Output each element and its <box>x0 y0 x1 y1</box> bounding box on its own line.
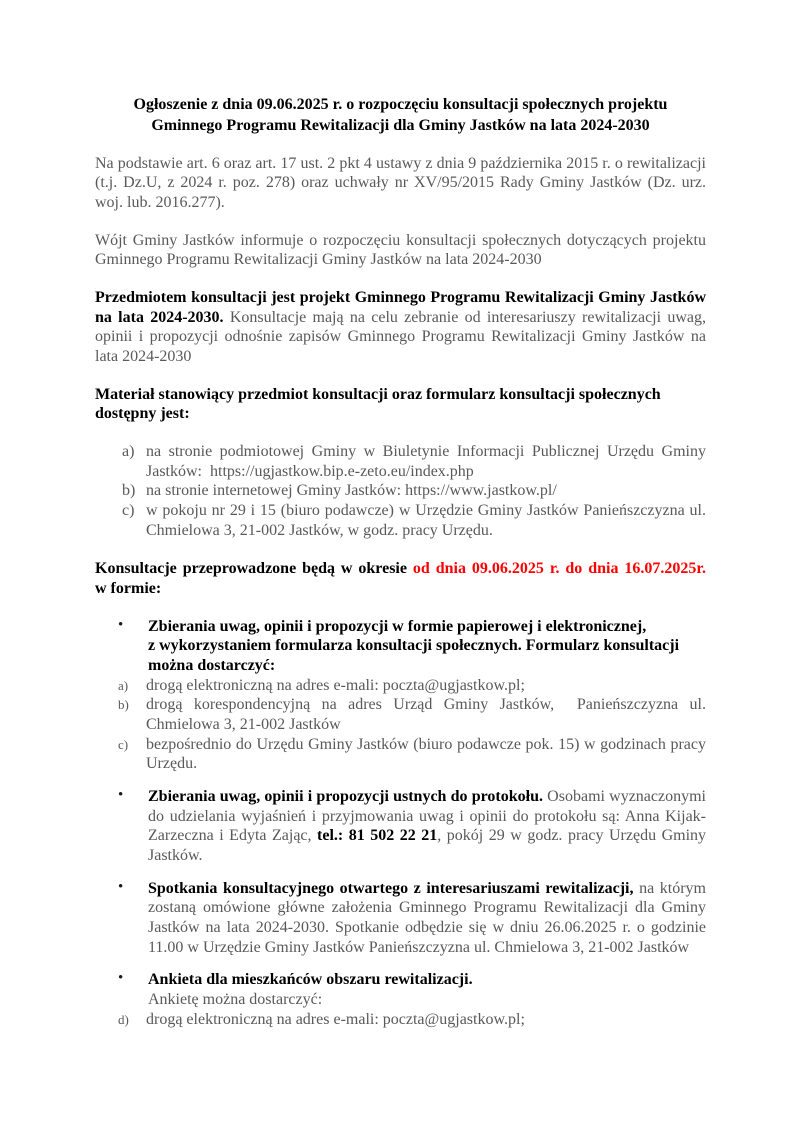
protocol-normal-mid: Osobami wyznaczonymi do udzielania wyjaśnień i przyjmowania uwag i opinii do protokołu są: Anna Kijak-Zarzeczna i Edyta Zając, <box>148 788 706 845</box>
document-title <box>95 95 706 137</box>
paragraph-announcement: Wójt Gminy Jastków informuje o rozpoczęciu konsultacji społecznych dotyczących projektu Gminnego Programu Rewitalizacji Gminy Jastków na lata 2024-2030 <box>95 231 706 269</box>
bullet-paper-line1: Zbierania uwag, opinii i propozycji w formie papierowej i elektronicznej, <box>148 617 647 635</box>
document-title-line1: Ogłoszenie z dnia 09.06.2025 r. o rozpoczęciu konsultacji społecznych projektu <box>133 96 668 113</box>
subject-normal-text: Konsultacje mają na celu zebranie od interesariuszy rewitalizacji uwag, opinii i propozycji odnośnie zapisów Gminnego Programu Rewitalizacji Gminy Jastków na lata 2024-2030 <box>95 308 707 365</box>
material-list <box>95 442 710 540</box>
paragraph-legal-basis: Na podstawie art. 6 oraz art. 17 ust. 2 pkt 4 ustawy z dnia 9 października 2015 r. o rewitalizacji (t.j. Dz.U, z 2024 r. poz. 278) oraz uchwały nr XV/95/2015 Rady Gminy Jastków (Dz. urz. woj. lub. 2016.277). <box>95 154 706 211</box>
list-marker: a) <box>122 442 135 460</box>
protocol-bold-lead: Zbierania uwag, opinii i propozycji ustnych do protokołu. <box>148 788 543 806</box>
bullet-paper-electronic <box>95 617 706 676</box>
list-item <box>95 676 706 696</box>
survey-delivery-sublist <box>95 1010 706 1030</box>
list-marker: a) <box>118 677 129 693</box>
subject-bold-text: Przedmiotem konsultacji jest projekt Gminnego Programu Rewitalizacji Gminy Jastków na lata 2024-2030. <box>95 288 706 326</box>
list-item-text: na stronie internetowej Gminy Jastków: https://www.jastkow.pl/ <box>146 482 557 500</box>
paragraph-consultation-period <box>95 559 706 598</box>
meeting-bold-lead: Spotkania konsultacyjnego otwartego z interesariuszami rewitalizacji, <box>148 879 634 897</box>
list-item <box>95 442 710 481</box>
period-line1 <box>95 559 706 579</box>
survey-bold-lead: Ankieta dla mieszkańców obszaru rewitalizacji. <box>148 971 473 989</box>
protocol-normal-tail: , pokój 29 w godz. pracy Urzędu Gminy Jastków. <box>148 827 707 865</box>
list-marker: b) <box>122 482 136 500</box>
list-item-text: bezpośrednio do Urzędu Gminy Jastków (biuro podawcze pok. 15) w godzinach pracy Urzędu. <box>146 735 710 773</box>
survey-normal-line: Ankietę można dostarczyć: <box>148 991 323 1009</box>
bullet-oral-protocol <box>95 787 706 866</box>
list-marker: c) <box>122 502 135 519</box>
heading-material: Materiał stanowiący przedmiot konsultacji oraz formularz konsultacji społecznych dostępny jest: <box>95 385 661 423</box>
protocol-bold-phone: tel.: 81 502 22 21 <box>317 827 438 845</box>
bullet-open-meeting <box>95 879 706 958</box>
list-item-text: drogą elektroniczną na adres e-mali: poczta@ugjastkow.pl; <box>146 1010 525 1028</box>
period-red-dates: od dnia 09.06.2025 r. do dnia 16.07.2025r. <box>412 560 707 578</box>
list-marker: c) <box>118 736 129 752</box>
meeting-normal-tail: na którym zostaną omówione główne założenia Gminnego Programu Rewitalizacji dla Gminy Jastków na lata 2024-2030. Spotkanie odbędzie się w dniu 26.06.2025 r. o godzinie 11.00 w Urzędzie Gminy Jastków Panieńszczyzna ul. Chmielowa 3, 21-002 Jastków <box>148 879 707 956</box>
paragraph-subject <box>95 288 706 367</box>
bullet-icon: • <box>118 970 124 987</box>
bullet-icon: • <box>118 878 124 895</box>
list-item <box>95 481 706 501</box>
list-item-text: w pokoju nr 29 i 15 (biuro podawcze) w Urzędzie Gminy Jastków Panieńszczyzna ul. Chmielowa 3, 21-002 Jastków, w godz. pracy Urzędu. <box>146 502 710 539</box>
list-marker: b) <box>118 697 129 713</box>
list-item-text: drogą korespondencyjną na adres Urząd Gminy Jastków, Panieńszczyzna ul. Chmielowa 3, 21-002 Jastków <box>146 696 710 734</box>
list-item <box>95 501 710 540</box>
bullet-paper-line3: można dostarczyć: <box>148 657 276 675</box>
delivery-sublist <box>95 676 710 774</box>
document-title-line2: Gminnego Programu Rewitalizacji dla Gminy Jastków na lata 2024-2030 <box>151 116 650 134</box>
list-item-text: na stronie podmiotowej Gminy w Biuletynie Informacji Publicznej Urzędu Gminy Jastków: https://ugjastkow.bip.e-zeto.eu/index.php <box>146 442 710 480</box>
bullet-paper-line2: z wykorzystaniem formularza konsultacji społecznych. Formularz konsultacji <box>148 637 680 655</box>
list-item <box>95 735 710 774</box>
bullet-icon: • <box>118 787 124 804</box>
bullet-icon: • <box>118 616 124 633</box>
period-bold-prefix: Konsultacje przeprowadzone będą w okresie <box>95 560 413 578</box>
list-item-text: drogą elektroniczną na adres e-mali: poczta@ugjastkow.pl; <box>146 676 525 694</box>
period-bold-suffix: w formie: <box>95 580 162 598</box>
list-item <box>95 695 710 734</box>
list-marker: d) <box>118 1011 129 1027</box>
list-item <box>95 1010 706 1030</box>
bullet-survey <box>95 970 706 1009</box>
